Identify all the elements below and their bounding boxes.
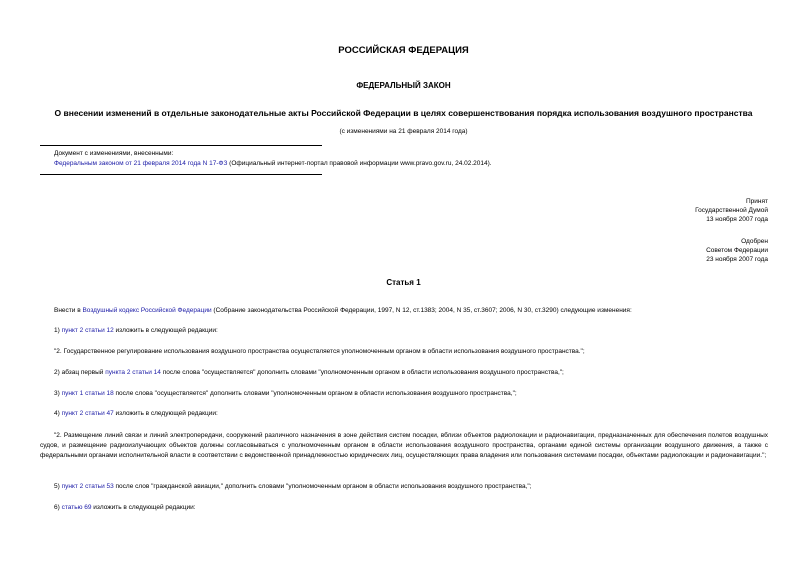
item-6-num: 6) xyxy=(54,504,62,511)
amend-law-link[interactable]: Федеральным законом от 21 февраля 2014 года N 17-ФЗ xyxy=(54,160,228,167)
item-4-link[interactable]: пункт 2 статьи 47 xyxy=(61,410,114,417)
item-6 xyxy=(54,504,196,511)
intro-suffix: (Собрание законодательства Российской Федерации, 1997, N 12, ст.1383; 2004, N 35, ст.3607; 2006, N 30, ст.3290) следующие изменения: xyxy=(211,307,632,314)
item-6-link[interactable]: статью 69 xyxy=(61,504,92,511)
law-title: О внесении изменений в отдельные законодательные акты Российской Федерации в целях совершенствования порядка использования воздушного пространства xyxy=(54,108,753,118)
amend-note-line1: Документ с изменениями, внесенными: xyxy=(54,150,174,157)
air-code-link[interactable]: Воздушный кодекс Российской Федерации xyxy=(82,307,212,314)
item-5-text: после слов "гражданской авиации," дополнить словами "уполномоченным органом в области использования воздушного пространства,"; xyxy=(113,483,532,490)
doc-type-heading: ФЕДЕРАЛЬНЫЙ ЗАКОН xyxy=(356,81,451,90)
item-2 xyxy=(54,369,564,376)
item-4 xyxy=(54,410,218,417)
item-3-num: 3) xyxy=(54,390,62,397)
approved-line2: Советом Федерации xyxy=(706,247,768,254)
revision-note: (с изменениями на 21 февраля 2014 года) xyxy=(339,128,468,135)
item-1-text: изложить в следующей редакции: xyxy=(113,327,218,334)
item-5 xyxy=(54,483,532,490)
item-4-quote: "2. Размещение линий связи и линий электропередачи, сооружений различного назначения в зоне действия систем посадки, вблизи объектов радиолокации и радионавигации, предназначенных для обеспечения полетов воздушных судов, и размещение радиоизлучающих объектов должны согласовываться с уполномоченным органом в области использования воздушного пространства, органами единой системы организации воздушного движения, а также с федеральными органами исполнительной власти в соответствии с ведомственной принадлежностью юридических лиц, осуществляющих права владения или пользования системами посадки, объектами радиолокации и радионавигации."; xyxy=(40,432,768,459)
approved-line3: 23 ноября 2007 года xyxy=(706,256,768,263)
adopted-line1: Принят xyxy=(745,198,768,205)
item-5-num: 5) xyxy=(54,483,62,490)
item-1-num: 1) xyxy=(54,327,62,334)
item-3-link[interactable]: пункт 1 статьи 18 xyxy=(61,390,114,397)
amend-note-line2 xyxy=(54,160,492,167)
article-heading: Статья 1 xyxy=(386,278,421,287)
approved-block xyxy=(706,237,768,264)
item-5-link[interactable]: пункт 2 статьи 53 xyxy=(61,483,114,490)
adopted-line3: 13 ноября 2007 года xyxy=(706,216,768,223)
amend-bottom-rule xyxy=(40,174,322,175)
item-3-text: после слова "осуществляется" дополнить словами "уполномоченным органом в области использования воздушного пространства,"; xyxy=(113,390,517,397)
item-1 xyxy=(54,327,218,334)
item-6-text: изложить в следующей редакции: xyxy=(91,504,196,511)
adopted-line2: Государственной Думой xyxy=(695,207,768,214)
item-4-num: 4) xyxy=(54,410,62,417)
article-intro xyxy=(54,307,632,314)
country-heading: РОССИЙСКАЯ ФЕДЕРАЦИЯ xyxy=(338,45,469,56)
intro-prefix: Внести в xyxy=(54,307,83,314)
item-2-prefix: 2) абзац первый xyxy=(54,369,106,376)
item-3 xyxy=(54,390,517,397)
amend-note-tail: (Официальный интернет-портал правовой информации www.pravo.gov.ru, 24.02.2014). xyxy=(227,160,492,167)
item-2-link[interactable]: пункта 2 статьи 14 xyxy=(105,369,161,376)
item-2-text: после слова "осуществляется" дополнить словами "уполномоченным органом в области использования воздушного пространства,"; xyxy=(160,369,564,376)
item-1-quote: "2. Государственное регулирование использования воздушного пространства осуществляется уполномоченным органом в области использования воздушного пространства."; xyxy=(54,348,585,355)
item-4-text: изложить в следующей редакции: xyxy=(113,410,218,417)
approved-line1: Одобрен xyxy=(741,238,768,245)
adopted-block xyxy=(695,197,768,224)
amend-top-rule xyxy=(40,145,322,146)
item-1-link[interactable]: пункт 2 статьи 12 xyxy=(61,327,114,334)
